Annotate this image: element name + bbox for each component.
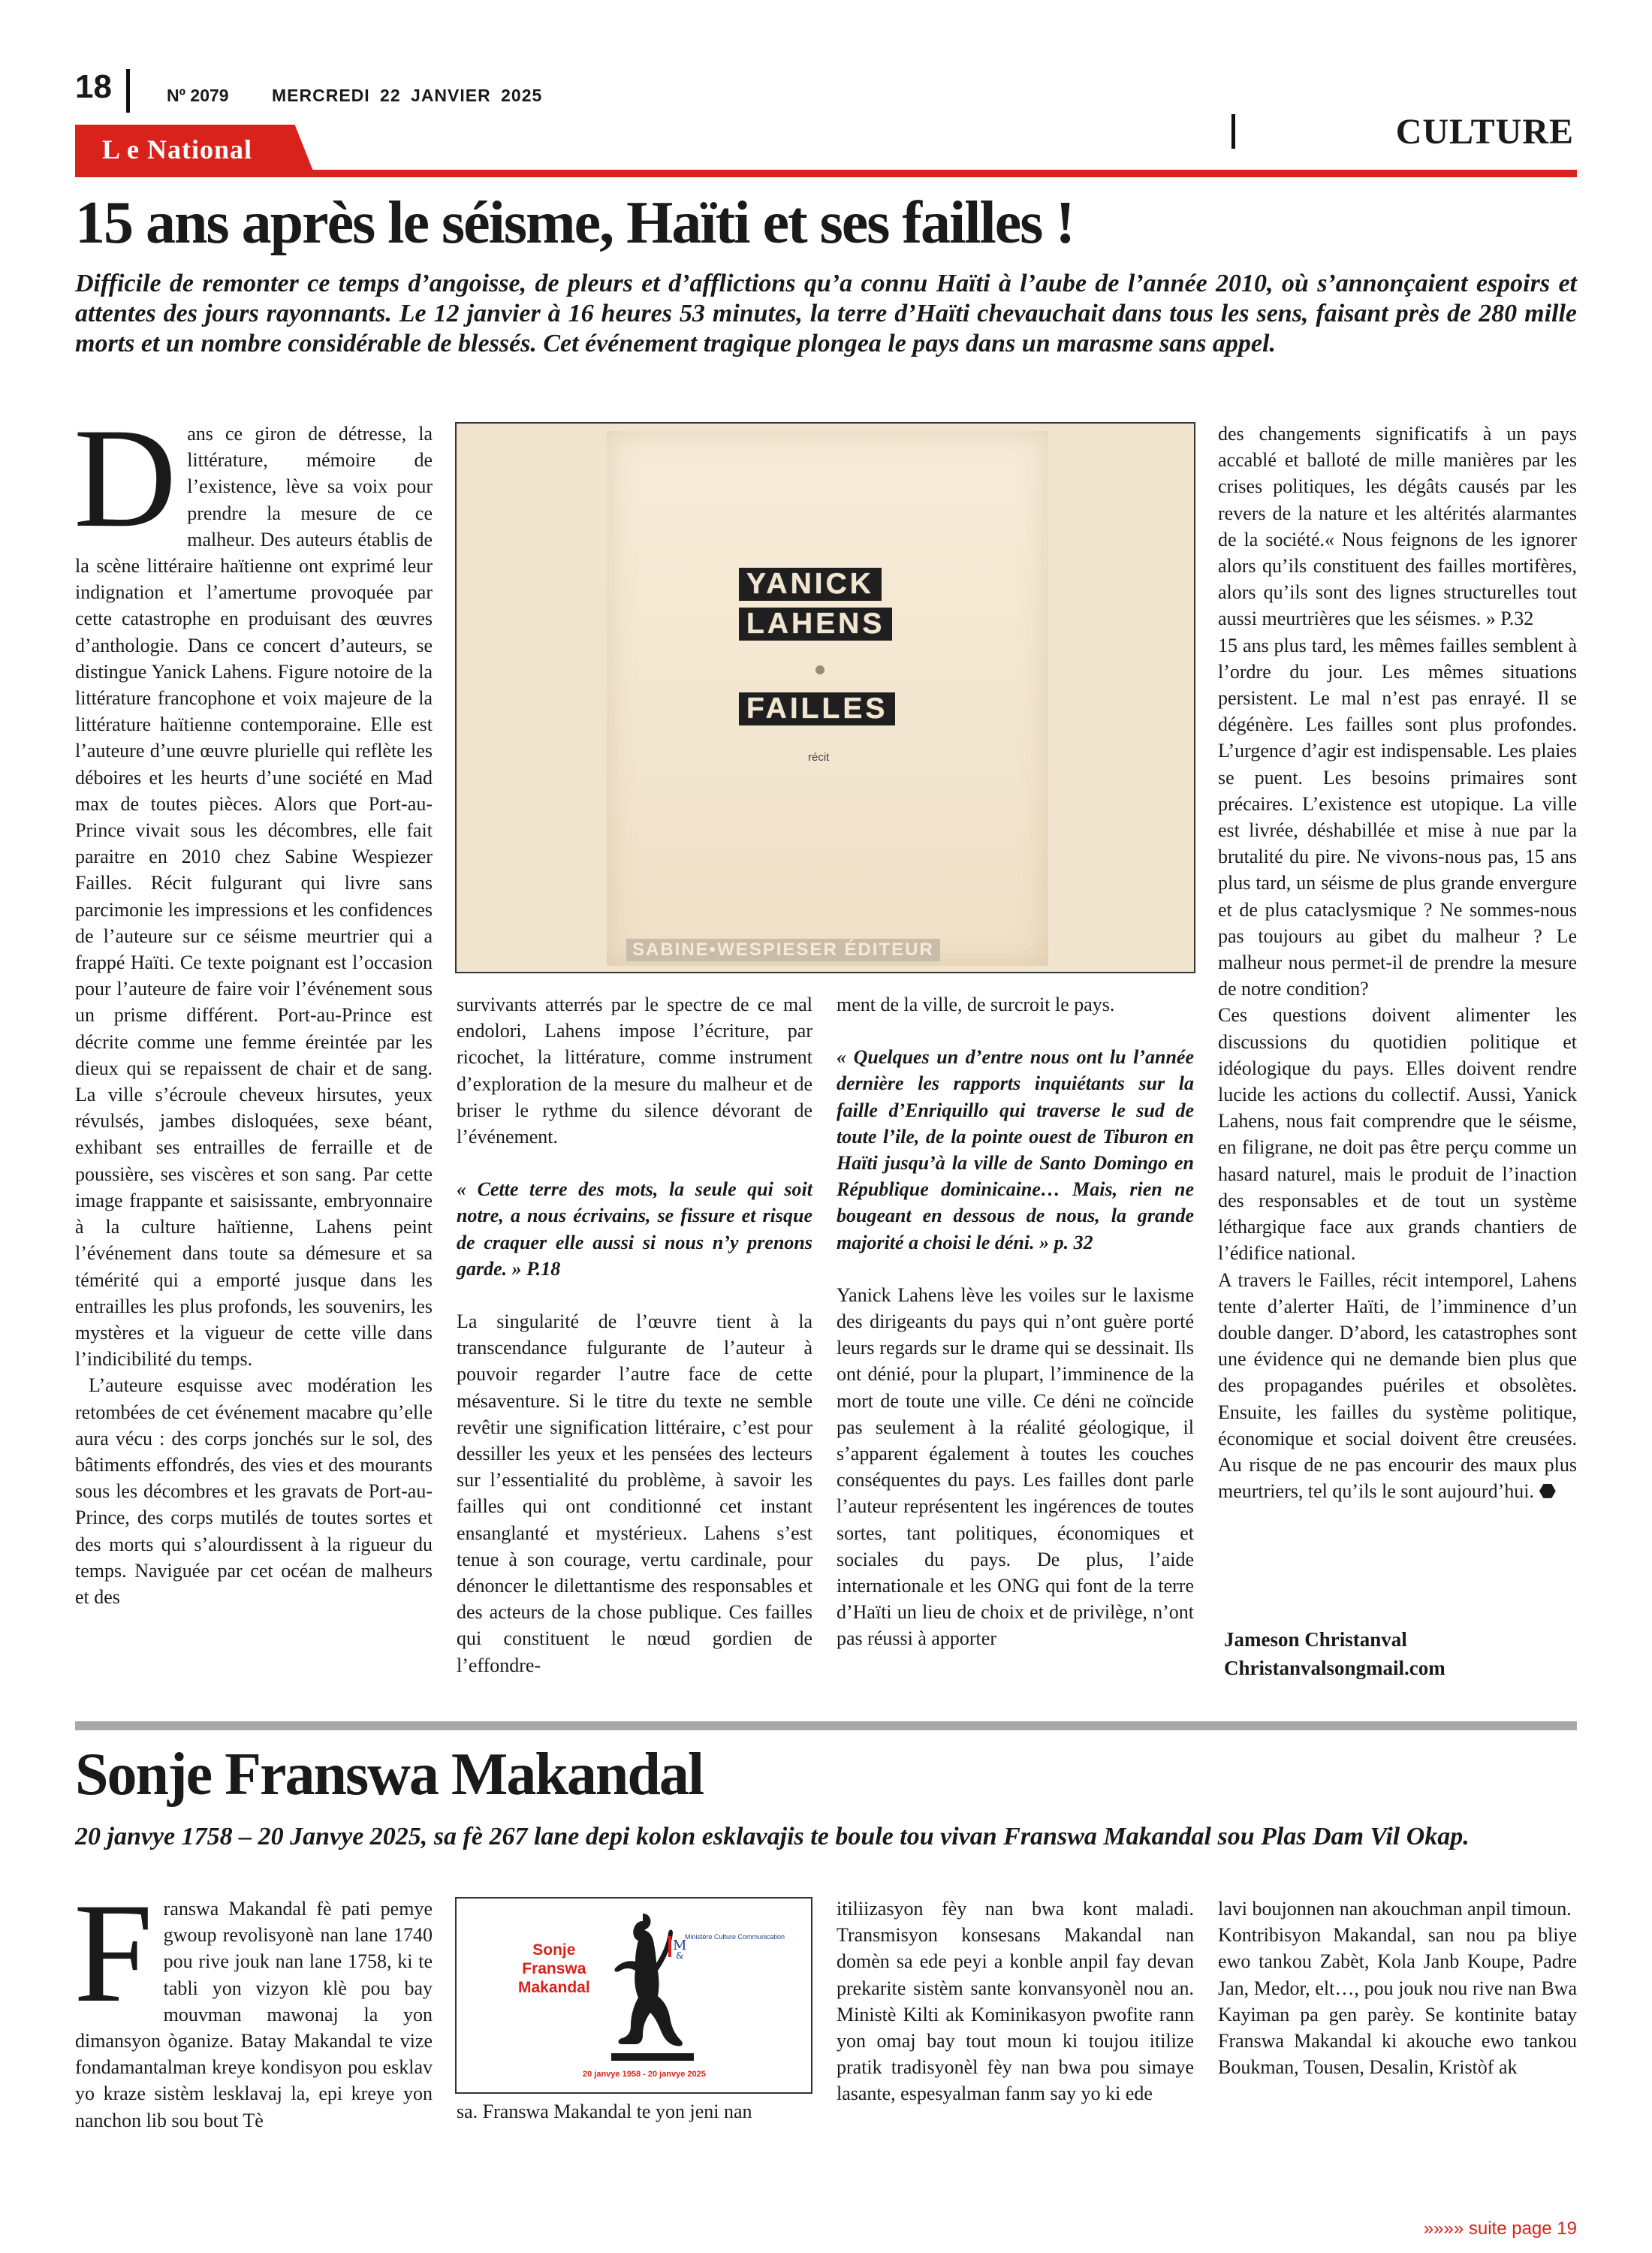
drop-cap: F bbox=[74, 1874, 153, 2032]
section-name: CULTURE bbox=[1395, 112, 1574, 152]
cover-publisher: SABINE•WESPIESER ÉDITEUR bbox=[626, 939, 940, 961]
poster-title-line: Makandal bbox=[518, 1979, 590, 1996]
paragraph: itiliizasyon fèy nan bwa kont maladi. Transmisyon konsesans Makandal nan domèn sa ede peyi a konble anpil fay devan prekarite sistèm sante konvansyonèl nou an. Ministè Kilti ak Kominikasyon pwofite rann yon omaj bay tout moun ki toujou itilize pratik tradisyonèl fèy nan bwa pou simaye lasante, espesyalman fanm say yo ki ede bbox=[837, 1898, 1194, 2105]
paragraph: ans ce giron de détresse, la littérature, mémoire de l’existence, lève sa voix pour prendre la mesure de ce malheur. Des auteurs établis de la scène littéraire haïtienne ont exprimé leur indignation et l’amertume provoquée par cette catastrophe en produisant des œuvres d’anthologie. Dans ce concert d’auteurs, se distingue Yanick Lahens. Figure notoire de la littérature francophone et voix majeure de la littérature haïtienne contemporaine. Elle est l’auteure d’une œuvre plurielle qui reflète les déboires et les heurts d’une société en Mad max de toutes pièces. Alors que Port-au-Prince vivait sous les décombres, elle fait paraitre en 2010 chez Sabine Wespiezer Failles. Récit fulgurant qui livre sans parcimonie les impressions et les confidences de l’auteure sur ce séisme meurtrier qui a frappé Haïti. Ce texte poignant est l’occasion pour l’auteure de faire voir l’événement sous un prisme différent. Port-au-Prince est décrite comme une femme éreintée par les dieux qui se repaissent de chair et de sang. La ville s’écroule cheveux hirsutes, yeux révulsés, jambes disloquées, sexe béant, exhibant ses entrailles de ferraille et de poussière, ses viscères et son sang. Par cette image frappante et saisissante, embryonnaire à la culture haïtienne, Lahens peint l’événement dans toute sa démesure et sa témérité qui a emporté jusque dans les entrailles les plus profonds, les souvenirs, les mystères et la vigueur de cette ville dans l’indicibilité du temps. bbox=[75, 423, 433, 1371]
header-rule bbox=[75, 170, 1577, 177]
paragraph: Yanick Lahens lève les voiles sur le laxisme des dirigeants du pays qui n’ont guère porté leurs regards sur le drame qui se dessinait. Ils ont dénié, pour la plupart, l’imminence de la mort de toute une ville. Ce déni ne coïncide pas seulement à la réalité géologique, il s’apparent également à toutes les couches conséquentes du pays. Les failles dont parle l’auteur représentent les ingérences de toutes sortes, tant politiques, économiques et sociales du pays. De plus, l’aide internationale et les ONG qui font de la terre d’Haïti un lieu de choix et de privilège, n’ont pas réussi à apporter bbox=[837, 1283, 1194, 1650]
book-cover bbox=[607, 431, 1048, 966]
article-title: Sonje Franswa Makandal bbox=[75, 1742, 704, 1808]
svg-text:M: M bbox=[673, 1938, 687, 1953]
paragraph: Ces questions doivent alimenter les discussions du quotidien politique et idéologique du pays. Elles doivent rendre lucide les actions du collectif. Aussi, Yanick Lahens, nous fait comprendre que le séisme, en filigrane, ne doit pas être perçu comme un hasard naturel, mais le produit de l’inaction des responsables et de tout un système léthargique face aux grands chantiers de l’édifice national. bbox=[1218, 1004, 1577, 1265]
author-email[interactable]: Christanvalsongmail.com bbox=[1224, 1657, 1446, 1679]
page-number-divider bbox=[126, 69, 130, 113]
commemoration-poster bbox=[455, 1897, 812, 2094]
poster-title bbox=[518, 1941, 590, 1997]
article-column-3 bbox=[837, 1896, 1194, 2107]
article-lede: Difficile de remonter ce temps d’angoisse, de pleurs et d’afflictions qu’a connu Haïti à l’aube de l’année 2010, où s’annonçaient espoirs et attentes des jours rayonnants. Le 12 janvier à 16 heures 53 minutes, la terre d’Haïti chevauchait dans tous les sens, faisant près de 280 mille morts et un nombre considérable de blessés. Cet événement tragique plongea le pays dans un marasme sans appel. bbox=[75, 270, 1577, 357]
paragraph: ranswa Makandal fè pati pemye gwoup revolisyonè nan lane 1740 pou rive jouk nan lane 1758, ki te tabli yon vizyon klè pou bay mouvman mawonaj la yon dimansyon òganize. Batay Makandal te vize fondamantalman kreye kondisyon pou esklav yo kraze sistèm lesklavaj la, epi kreye yon nanchon lib sou bout Tè bbox=[75, 1898, 433, 2131]
section-divider bbox=[1231, 114, 1235, 149]
paragraph: ment de la ville, de surcroit le pays. bbox=[837, 994, 1115, 1015]
article-lede: 20 janvye 1758 – 20 Janvye 2025, sa fè 267 lane depi kolon esklavajis te boule tou vivan Franswa Makandal sou Plas Dam Vil Okap. bbox=[75, 1823, 1470, 1850]
paragraph: Kontribisyon Makandal, san nou pa bliye ewo tankou Zabèt, Kola Janb Koupe, Padre Jan, Medor, elt…, pou jouk nou rive nan Bwa Kayiman pa gen parèy. Se kontinite batay Franswa Makandal ki akouche ewo tankou Boukman, Tousen, Desalin, Kristòf ak bbox=[1218, 1924, 1577, 2079]
section-rule bbox=[75, 1721, 1577, 1730]
paragraph: L’auteure esquisse avec modération les retombées de cet événement macabre qu’elle aura vécu : des corps jonchés sur le sol, des bâtiments effondrés, des vies et des mourants sous les décombres et les gravats de Port-au-Prince, des corps mutilés de toutes sortes et des morts qui s’alourdissent à la rigueur du temps. Naviguée par cet océan de malheurs et des bbox=[75, 1374, 433, 1608]
cover-title: FAILLES bbox=[739, 692, 895, 725]
paragraph: lavi boujonnen nan akouchman anpil timoun. bbox=[1218, 1898, 1572, 1920]
paragraph: survivants atterrés par le spectre de ce mal endolori, Lahens impose l’écriture, par ricochet, la littérature, comme instrument d’exploration de la mesure du malheur et de briser le rythme du silence dévorant de l’événement. bbox=[457, 994, 812, 1148]
cover-dot-ornament bbox=[815, 665, 824, 674]
article-column-4 bbox=[1218, 1896, 1577, 2080]
poster-title-line: Sonje bbox=[532, 1941, 576, 1959]
drop-cap: D bbox=[74, 400, 177, 557]
article-column-2 bbox=[457, 991, 812, 1678]
article-column-3 bbox=[837, 991, 1194, 1652]
article-column-1 bbox=[74, 400, 433, 1610]
poster-title-line: Franswa bbox=[522, 1960, 586, 1977]
cover-author-first: YANICK bbox=[739, 568, 882, 601]
paragraph: sa. Franswa Makandal te yon jeni nan bbox=[457, 2101, 752, 2122]
pull-quote: « Quelques un d’entre nous ont lu l’année dernière les rapports inquiétants sur la faille d’Enriquillo qui traverse le sud de toute l’ile, de la pointe ouest de Tiburon en Haïti jusqu’à la ville de Santo Domingo en République dominicaine… Mais, rien ne bougeant en dessous de nous, la grande majorité a choisi le déni. » p. 32 bbox=[837, 1046, 1194, 1253]
cover-genre: récit bbox=[808, 751, 830, 764]
paragraph bbox=[1218, 1267, 1577, 1505]
brand-name: L e National bbox=[102, 134, 253, 164]
paragraph: des changements significatifs à un pays accablé et balloté de mille manières par les crises politiques, les dégâts causés par les revers de la nature et les altérités alarmantes de la société.« Nous feignons de les ignorer alors qu’ils constituent des failles mortifères, alors qu’ils sont des lignes structurelles tout aussi meurtrières que les séismes. » P.32 bbox=[1218, 423, 1577, 630]
end-mark-icon: ⬣ bbox=[1539, 1480, 1557, 1503]
article-title: 15 ans après le séisme, Haïti et ses failles ! bbox=[75, 190, 1074, 256]
article-column-4 bbox=[1218, 421, 1577, 1504]
author-name: Jameson Christanval bbox=[1224, 1628, 1407, 1651]
issue-number: Nº 2079 bbox=[167, 86, 229, 105]
article-column-1 bbox=[74, 1874, 433, 2134]
article-column-2 bbox=[457, 2098, 812, 2125]
svg-text:&: & bbox=[676, 1950, 684, 1961]
paragraph: 15 ans plus tard, les mêmes failles semblent à l’ordre du jour. Les mêmes situations persistent. Le mal n’est pas enrayé. Il se dégénère. Les failles sont plus profondes. L’urgence d’agir est indispensable. Les plaies se puent. Les besoins primaires sont précaires. L’existence est utopique. La ville est livrée, déshabillée et mise à nue par la brutalité du pire. Ne vivons-nous pas, 15 ans plus tard, un séisme de plus grande envergure et de plus cataclysmique ? Ne sommes-nous pas toujours au gibet du malheur ? Le malheur nous permet-il de prendre la mesure de notre condition? bbox=[1218, 634, 1577, 1000]
paragraph: La singularité de l’œuvre tient à la transcendance fulgurante de l’auteur à pouvoir regarder l’autre face de cette mésaventure. Si le titre du texte ne semble revêtir une signification littéraire, c’est pour dessiller les yeux et les pensées des lecteurs sur l’essentialité du problème, à savoir les failles qui ont conditionné cet instant ensanglanté et mystérieux. Lahens s’est tenue à son courage, vertu cardinale, pour dénoncer le dilettantisme des responsables et des acteurs de la chose publique. Ces failles qui constituent le nœud gordien de l’effondre- bbox=[457, 1310, 812, 1676]
continued-on-link[interactable]: »»»» suite page 19 bbox=[1423, 2218, 1577, 2239]
pull-quote: « Cette terre des mots, la seule qui soit notre, a nous écrivains, se fissure et risque de craquer elle aussi si nous n’y prenons garde. » P.18 bbox=[457, 1178, 812, 1280]
poster-dates: 20 janvye 1958 - 20 janvye 2025 bbox=[583, 2070, 706, 2079]
cover-author-last: LAHENS bbox=[739, 608, 892, 641]
paragraph-text: A travers le Failles, récit intemporel, Lahens tente d’alerter Haïti, de l’imminence d’un double danger. D’abord, les catastrophes sont une évidence qui ne demande bien plus que des propagandes puériles et obsolètes. Ensuite, les failles du système politique, économique et social doivent être creusées. Au risque de ne pas encourir des maux plus meurtriers, tel qu’ils le sont aujourd’hui. bbox=[1218, 1268, 1577, 1503]
issue-date: MERCREDI 22 JANVIER 2025 bbox=[272, 86, 543, 105]
ministry-logo-text: Ministère Culture Communication bbox=[685, 1933, 785, 1941]
page-number: 18 bbox=[75, 68, 112, 105]
